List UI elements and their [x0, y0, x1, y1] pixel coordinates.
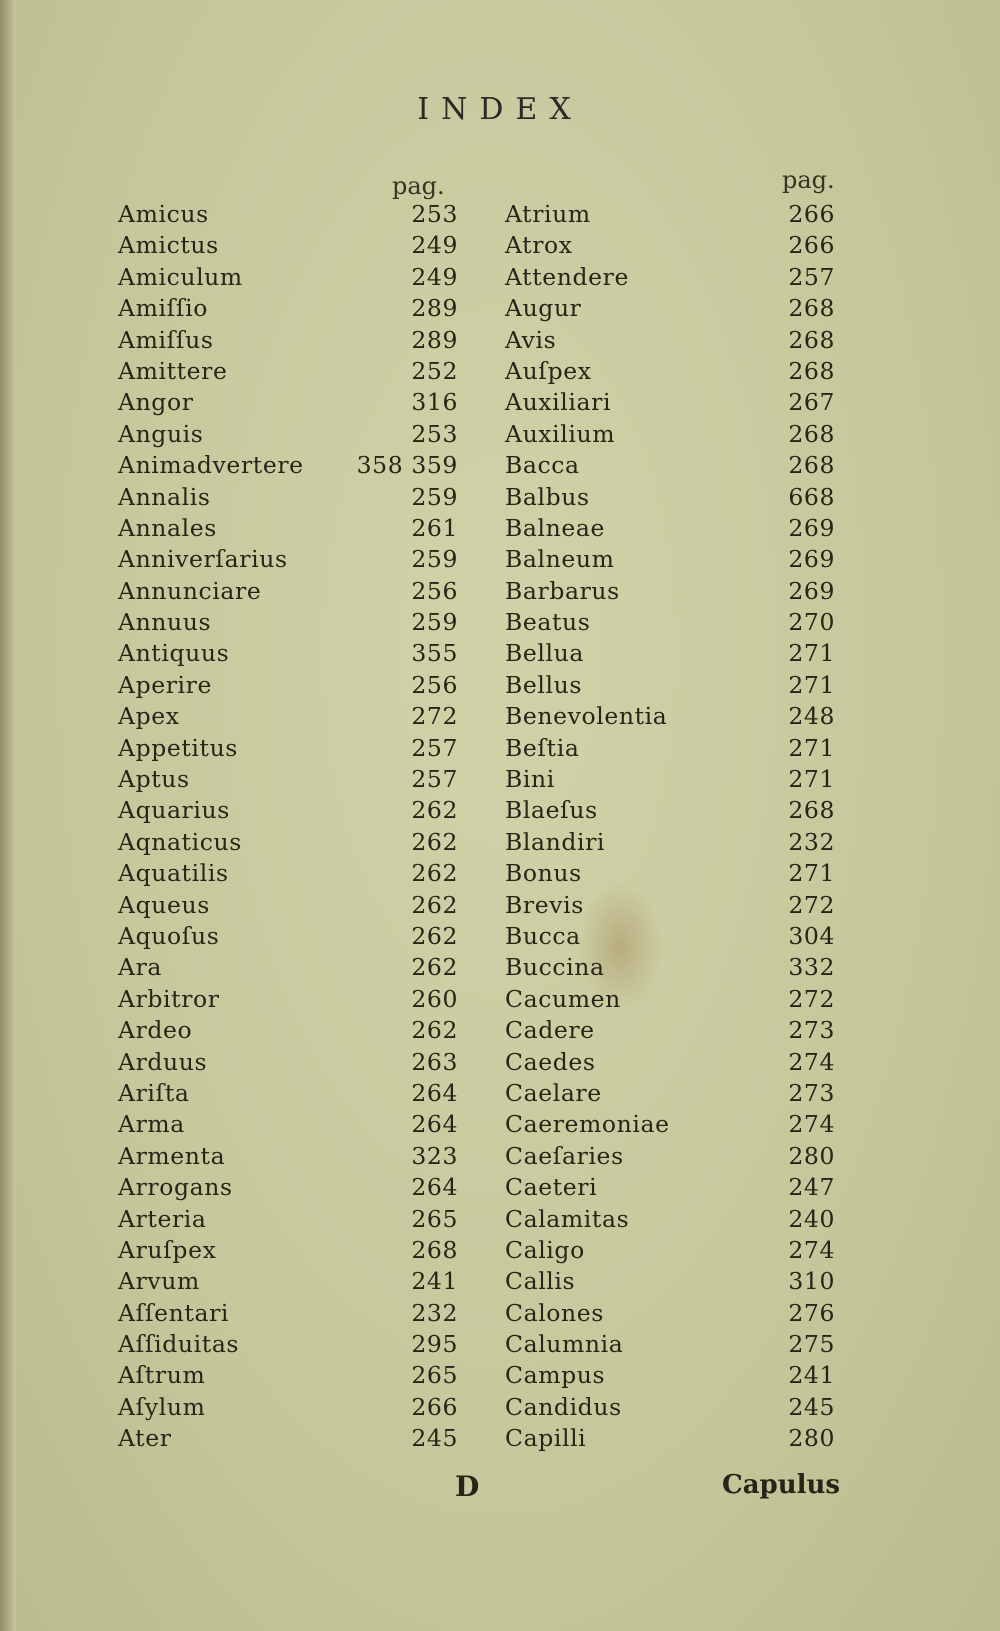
entry-page-number: 245: [788, 1392, 835, 1421]
index-entry: [505, 858, 835, 889]
entry-word: Arduus: [118, 1047, 208, 1076]
entry-page-number: 358 359: [356, 451, 458, 480]
index-entry: [505, 325, 835, 356]
entry-word: Beſtia: [505, 733, 580, 762]
entry-page-number: 271: [788, 639, 835, 668]
index-entry: [118, 1172, 468, 1203]
index-entry: [505, 1329, 835, 1360]
entry-page-number: 271: [788, 670, 835, 699]
entry-word: Annunciare: [118, 576, 262, 605]
entry-word: Auxiliari: [505, 388, 612, 417]
entry-word: Aſſentari: [118, 1298, 230, 1327]
index-entry: [118, 230, 468, 261]
index-entry: [505, 262, 835, 293]
entry-word: Angor: [118, 388, 194, 417]
left-index-column: [118, 199, 468, 1455]
entry-page-number: 273: [788, 1078, 835, 1107]
index-entry: [505, 230, 835, 261]
entry-page-number: 256: [411, 670, 458, 699]
index-entry: [118, 1423, 468, 1454]
entry-page-number: 310: [788, 1267, 835, 1296]
entry-page-number: 262: [411, 827, 458, 856]
entry-page-number: 264: [411, 1078, 458, 1107]
index-entry: [118, 544, 468, 575]
index-entry: [118, 513, 468, 544]
entry-word: Ara: [118, 953, 163, 982]
entry-page-number: 274: [788, 1110, 835, 1139]
entry-page-number: 276: [788, 1298, 835, 1327]
entry-page-number: 355: [411, 639, 458, 668]
index-entry: [505, 1078, 835, 1109]
entry-word: Auſpex: [505, 356, 592, 385]
entry-word: Caelare: [505, 1078, 602, 1107]
index-entry: [118, 1204, 468, 1235]
entry-word: Bacca: [505, 451, 580, 480]
index-entry: [505, 1392, 835, 1423]
entry-word: Bonus: [505, 859, 582, 888]
entry-page-number: 269: [788, 545, 835, 574]
entry-word: Caeremoniae: [505, 1110, 670, 1139]
entry-word: Campus: [505, 1361, 606, 1390]
entry-word: Barbarus: [505, 576, 620, 605]
entry-page-number: 668: [788, 482, 835, 511]
entry-word: Candidus: [505, 1392, 622, 1421]
entry-page-number: 245: [411, 1424, 458, 1453]
index-entry: [505, 984, 835, 1015]
index-entry: [505, 1423, 835, 1454]
entry-page-number: 248: [788, 702, 835, 731]
entry-word: Amiſſus: [118, 325, 214, 354]
entry-page-number: 262: [411, 1016, 458, 1045]
entry-word: Animadvertere: [118, 451, 304, 480]
entry-page-number: 259: [411, 608, 458, 637]
index-entry: [118, 482, 468, 513]
entry-page-number: 304: [788, 921, 835, 950]
entry-word: Aqueus: [118, 890, 210, 919]
entry-page-number: 264: [411, 1110, 458, 1139]
entry-word: Balneae: [505, 513, 605, 542]
catchword: Capulus: [722, 1470, 841, 1500]
entry-page-number: 241: [788, 1361, 835, 1390]
entry-word: Aquatilis: [118, 859, 229, 888]
entry-word: Caeteri: [505, 1173, 598, 1202]
entry-word: Calumnia: [505, 1330, 624, 1359]
entry-page-number: 268: [788, 451, 835, 480]
signature-mark: D: [455, 1470, 480, 1503]
entry-word: Caeſaries: [505, 1141, 624, 1170]
entry-page-number: 253: [411, 419, 458, 448]
index-entry: [118, 1015, 468, 1046]
entry-word: Armenta: [118, 1141, 226, 1170]
index-entry: [505, 544, 835, 575]
index-entry: [505, 921, 835, 952]
page-gutter: [0, 0, 16, 1631]
entry-page-number: 266: [788, 231, 835, 260]
index-entry: [118, 984, 468, 1015]
index-entry: [505, 419, 835, 450]
entry-page-number: 271: [788, 859, 835, 888]
entry-page-number: 264: [411, 1173, 458, 1202]
entry-word: Aquarius: [118, 796, 230, 825]
entry-page-number: 271: [788, 733, 835, 762]
index-entry: [505, 952, 835, 983]
entry-page-number: 249: [411, 262, 458, 291]
entry-word: Capilli: [505, 1424, 587, 1453]
entry-word: Beatus: [505, 608, 591, 637]
entry-page-number: 257: [411, 733, 458, 762]
entry-page-number: 272: [788, 984, 835, 1013]
index-entry: [505, 482, 835, 513]
index-entry: [118, 1078, 468, 1109]
index-entry: [118, 795, 468, 826]
index-entry: [505, 1204, 835, 1235]
index-entry: [118, 387, 468, 418]
entry-page-number: 269: [788, 513, 835, 542]
entry-word: Antiquus: [118, 639, 230, 668]
entry-word: Attendere: [505, 262, 629, 291]
index-entry: [505, 1266, 835, 1297]
index-entry: [505, 701, 835, 732]
entry-page-number: 252: [411, 356, 458, 385]
entry-page-number: 266: [411, 1392, 458, 1421]
entry-page-number: 262: [411, 953, 458, 982]
index-entry: [118, 1329, 468, 1360]
entry-page-number: 272: [411, 702, 458, 731]
entry-word: Cadere: [505, 1016, 595, 1045]
entry-page-number: 269: [788, 576, 835, 605]
index-entry: [118, 1360, 468, 1391]
index-entry: [505, 1235, 835, 1266]
index-entry: [505, 1360, 835, 1391]
index-entry: [118, 356, 468, 387]
entry-word: Arrogans: [118, 1173, 233, 1202]
index-entry: [505, 356, 835, 387]
index-entry: [505, 1172, 835, 1203]
entry-page-number: 267: [788, 388, 835, 417]
entry-page-number: 295: [411, 1330, 458, 1359]
entry-word: Balneum: [505, 545, 615, 574]
entry-word: Ardeo: [118, 1016, 193, 1045]
index-entry: [118, 921, 468, 952]
index-entry: [505, 576, 835, 607]
entry-page-number: 266: [788, 200, 835, 228]
entry-word: Aſylum: [118, 1392, 206, 1421]
index-entry: [505, 764, 835, 795]
index-entry: [118, 1392, 468, 1423]
entry-page-number: 241: [411, 1267, 458, 1296]
entry-page-number: 249: [411, 231, 458, 260]
entry-page-number: 274: [788, 1235, 835, 1264]
entry-page-number: 289: [411, 325, 458, 354]
index-entry: [118, 1298, 468, 1329]
index-entry: [118, 325, 468, 356]
entry-page-number: 232: [411, 1298, 458, 1327]
index-entry: [118, 1141, 468, 1172]
index-entry: [505, 513, 835, 544]
entry-word: Cacumen: [505, 984, 621, 1013]
index-entry: [118, 952, 468, 983]
index-entry: [505, 890, 835, 921]
index-entry: [118, 1047, 468, 1078]
entry-page-number: 257: [788, 262, 835, 291]
index-entry: [505, 733, 835, 764]
index-entry: [118, 199, 468, 230]
index-entry: [505, 1109, 835, 1140]
entry-word: Anguis: [118, 419, 204, 448]
entry-page-number: 259: [411, 545, 458, 574]
entry-word: Arma: [118, 1110, 185, 1139]
entry-page-number: 263: [411, 1047, 458, 1076]
entry-word: Ariſta: [118, 1078, 190, 1107]
entry-word: Aſſiduitas: [118, 1330, 240, 1359]
entry-page-number: 240: [788, 1204, 835, 1233]
entry-word: Calamitas: [505, 1204, 630, 1233]
entry-word: Bellua: [505, 639, 584, 668]
entry-word: Anniverſarius: [118, 545, 288, 574]
entry-word: Callis: [505, 1267, 576, 1296]
entry-page-number: 268: [788, 796, 835, 825]
entry-word: Atrox: [505, 231, 573, 260]
index-entry: [118, 638, 468, 669]
index-entry: [118, 670, 468, 701]
entry-word: Benevolentia: [505, 702, 668, 731]
entry-page-number: 272: [788, 890, 835, 919]
entry-word: Aruſpex: [118, 1235, 217, 1264]
entry-word: Blaeſus: [505, 796, 598, 825]
entry-page-number: 265: [411, 1361, 458, 1390]
entry-page-number: 332: [788, 953, 835, 982]
index-entry: [505, 607, 835, 638]
index-entry: [118, 890, 468, 921]
entry-page-number: 268: [788, 419, 835, 448]
right-pag-header: pag.: [782, 166, 835, 194]
entry-page-number: 268: [788, 325, 835, 354]
entry-word: Ater: [118, 1424, 172, 1453]
entry-word: Appetitus: [118, 733, 238, 762]
entry-word: Auxilium: [505, 419, 616, 448]
entry-word: Brevis: [505, 890, 584, 919]
entry-page-number: 270: [788, 608, 835, 637]
entry-word: Blandiri: [505, 827, 606, 856]
entry-word: Annalis: [118, 482, 211, 511]
index-entry: [505, 293, 835, 324]
entry-word: Aqnaticus: [118, 827, 242, 856]
entry-word: Atrium: [505, 200, 591, 228]
entry-word: Arvum: [118, 1267, 200, 1296]
index-entry: [118, 733, 468, 764]
entry-page-number: 262: [411, 890, 458, 919]
entry-page-number: 253: [411, 200, 458, 228]
entry-word: Bucca: [505, 921, 581, 950]
entry-word: Amicus: [118, 200, 209, 228]
entry-page-number: 262: [411, 859, 458, 888]
entry-word: Amictus: [118, 231, 219, 260]
entry-word: Caedes: [505, 1047, 596, 1076]
entry-word: Annales: [118, 513, 217, 542]
index-entry: [505, 638, 835, 669]
index-entry: [118, 576, 468, 607]
entry-word: Aquoſus: [118, 921, 220, 950]
index-entry: [505, 670, 835, 701]
entry-page-number: 268: [788, 356, 835, 385]
entry-word: Amittere: [118, 356, 228, 385]
index-entry: [118, 419, 468, 450]
entry-word: Bellus: [505, 670, 583, 699]
entry-page-number: 232: [788, 827, 835, 856]
entry-word: Avis: [505, 325, 557, 354]
entry-page-number: 262: [411, 921, 458, 950]
left-pag-header: pag.: [392, 172, 445, 200]
entry-page-number: 274: [788, 1047, 835, 1076]
index-entry: [118, 764, 468, 795]
entry-word: Aſtrum: [118, 1361, 206, 1390]
entry-page-number: 280: [788, 1424, 835, 1453]
entry-page-number: 262: [411, 796, 458, 825]
index-entry: [118, 827, 468, 858]
entry-word: Calones: [505, 1298, 604, 1327]
entry-word: Amiſſio: [118, 294, 209, 323]
index-entry: [505, 1298, 835, 1329]
entry-word: Amiculum: [118, 262, 243, 291]
entry-word: Augur: [505, 294, 582, 323]
entry-word: Arteria: [118, 1204, 207, 1233]
entry-page-number: 275: [788, 1330, 835, 1359]
entry-page-number: 271: [788, 765, 835, 794]
index-entry: [505, 450, 835, 481]
index-entry: [118, 293, 468, 324]
entry-page-number: 316: [411, 388, 458, 417]
index-entry: [118, 1266, 468, 1297]
entry-page-number: 273: [788, 1016, 835, 1045]
entry-page-number: 289: [411, 294, 458, 323]
entry-page-number: 268: [788, 294, 835, 323]
index-entry: [505, 1015, 835, 1046]
entry-page-number: 259: [411, 482, 458, 511]
entry-word: Aptus: [118, 765, 190, 794]
index-entry: [118, 607, 468, 638]
index-entry: [505, 199, 835, 230]
entry-word: Annuus: [118, 608, 212, 637]
index-entry: [118, 1109, 468, 1140]
entry-page-number: 261: [411, 513, 458, 542]
entry-page-number: 280: [788, 1141, 835, 1170]
index-entry: [505, 1141, 835, 1172]
entry-word: Caligo: [505, 1235, 585, 1264]
page-title: INDEX: [417, 92, 583, 127]
entry-word: Balbus: [505, 482, 590, 511]
index-entry: [118, 262, 468, 293]
index-entry: [505, 1047, 835, 1078]
entry-word: Buccina: [505, 953, 605, 982]
index-entry: [505, 795, 835, 826]
entry-page-number: 268: [411, 1235, 458, 1264]
entry-word: Arbitror: [118, 984, 220, 1013]
entry-page-number: 257: [411, 765, 458, 794]
entry-page-number: 247: [788, 1173, 835, 1202]
right-index-column: [505, 199, 835, 1455]
index-entry: [118, 701, 468, 732]
index-entry: [505, 387, 835, 418]
entry-word: Apex: [118, 702, 180, 731]
index-entry: [118, 1235, 468, 1266]
index-entry: [505, 827, 835, 858]
entry-page-number: 256: [411, 576, 458, 605]
index-entry: [118, 450, 468, 481]
index-entry: [118, 858, 468, 889]
entry-page-number: 323: [411, 1141, 458, 1170]
entry-page-number: 260: [411, 984, 458, 1013]
entry-word: Aperire: [118, 670, 213, 699]
entry-word: Bini: [505, 765, 555, 794]
entry-page-number: 265: [411, 1204, 458, 1233]
